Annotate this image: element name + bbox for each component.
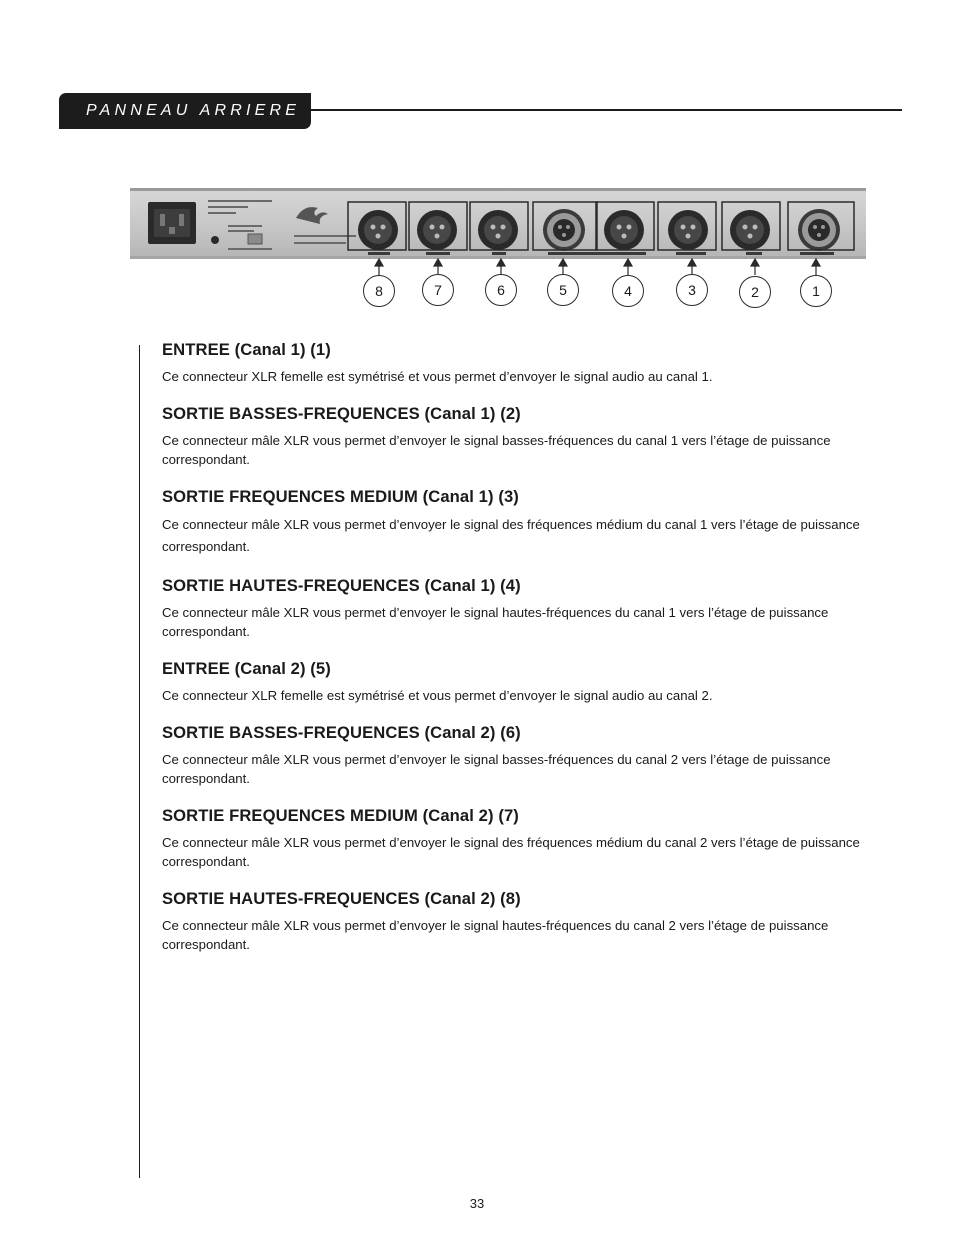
entry-heading: ENTREE (Canal 1) (1) [162, 340, 331, 359]
page-number: 33 [469, 1196, 485, 1211]
entry-text: Ce connecteur mâle XLR vous permet d’envoyer le signal des fréquences médium du canal 2 vers l’étage de puissance correspondant. [162, 835, 860, 869]
entry-text: Ce connecteur mâle XLR vous permet d’envoyer le signal hautes-fréquences du canal 1 vers l’étage de puissance correspondant. [162, 605, 829, 639]
callout-3: 3 [676, 274, 708, 306]
entry-input-ch1 [162, 340, 862, 386]
section-header-tab [59, 93, 311, 129]
callout-6: 6 [485, 274, 517, 306]
entry-text: Ce connecteur XLR femelle est symétrisé et vous permet d’envoyer le signal audio au canal 1. [162, 369, 713, 384]
callout-5: 5 [547, 274, 579, 306]
entry-mid-out-ch1 [162, 487, 862, 558]
entry-text: Ce connecteur mâle XLR vous permet d’envoyer le signal basses-fréquences du canal 2 vers l’étage de puissance correspondant. [162, 752, 831, 786]
entry-heading: SORTIE HAUTES-FREQUENCES (Canal 1) (4) [162, 576, 521, 595]
callout-4: 4 [612, 275, 644, 307]
entry-low-out-ch1 [162, 404, 862, 469]
callout-7: 7 [422, 274, 454, 306]
entry-mid-out-ch2 [162, 806, 862, 871]
entry-heading: ENTREE (Canal 2) (5) [162, 659, 331, 678]
callout-8: 8 [363, 275, 395, 307]
entry-high-out-ch2 [162, 889, 862, 954]
entry-text: Ce connecteur XLR femelle est symétrisé et vous permet d’envoyer le signal audio au canal 2. [162, 688, 713, 703]
callout-1: 1 [800, 275, 832, 307]
section-title: PANNEAU ARRIERE [86, 102, 301, 119]
entry-text: Ce connecteur mâle XLR vous permet d’envoyer le signal basses-fréquences du canal 1 vers l’étage de puissance correspondant. [162, 433, 831, 467]
entry-heading: SORTIE HAUTES-FREQUENCES (Canal 2) (8) [162, 889, 521, 908]
entry-heading: SORTIE FREQUENCES MEDIUM (Canal 2) (7) [162, 806, 519, 825]
entry-heading: SORTIE BASSES-FREQUENCES (Canal 2) (6) [162, 723, 521, 742]
panel-indicator [211, 236, 219, 244]
entry-low-out-ch2 [162, 723, 862, 788]
rear-panel-photo [130, 188, 866, 259]
power-inlet [148, 202, 196, 244]
entry-text: Ce connecteur mâle XLR vous permet d’envoyer le signal hautes-fréquences du canal 2 vers l’étage de puissance correspondant. [162, 918, 829, 952]
entry-high-out-ch1 [162, 576, 862, 641]
panel-switch [248, 234, 262, 244]
connector-descriptions [162, 340, 862, 972]
header-rule [311, 109, 902, 111]
entry-text: Ce connecteur mâle XLR vous permet d’envoyer le signal des fréquences médium du canal 1 vers l’étage de puissance correspondant. [162, 517, 860, 554]
callout-2: 2 [739, 276, 771, 308]
margin-rule [139, 345, 140, 1178]
entry-heading: SORTIE BASSES-FREQUENCES (Canal 1) (2) [162, 404, 521, 423]
entry-input-ch2 [162, 659, 862, 705]
callout-leaders [0, 0, 954, 320]
entry-heading: SORTIE FREQUENCES MEDIUM (Canal 1) (3) [162, 487, 519, 506]
